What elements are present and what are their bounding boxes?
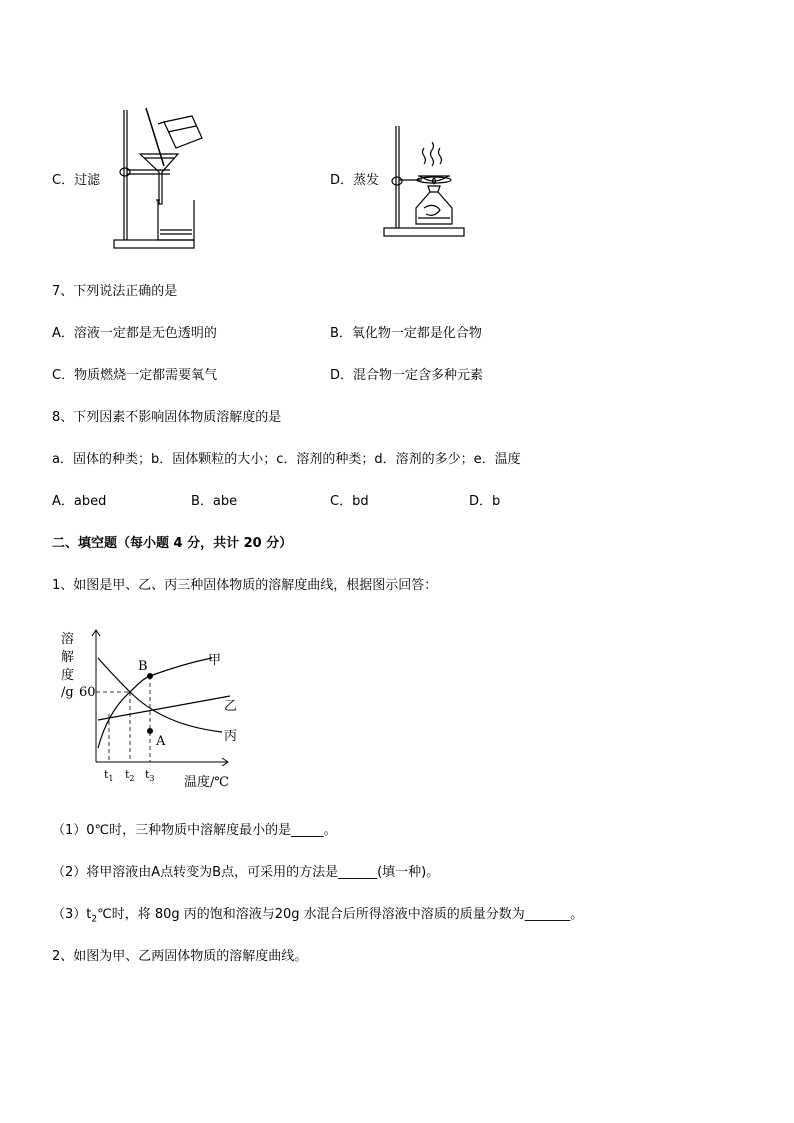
q8-option-a: A．abed	[52, 494, 107, 509]
fq1-sub3: $(3)t_2℃$时，将 80g 丙的饱和溶液与20g 水混合后所得溶液中溶质的质量分数为_______。	[52, 907, 584, 925]
q8-option-c: C．bd	[330, 494, 369, 509]
q7-option-d: D．混合物一定含多种元素	[330, 368, 484, 383]
fq1-stem: 1、如图是甲、乙、丙三种固体物质的溶解度曲线，根据图示回答：	[52, 578, 438, 593]
y-label-3: 度	[61, 668, 75, 683]
section-heading: 二、填空题（每小题 4 分，共计 20 分）	[52, 536, 293, 551]
series-yi-label: 乙	[224, 699, 238, 714]
series-bing-label: 丙	[224, 729, 238, 744]
q8-stem: 8、下列因素不影响固体物质溶解度的是	[52, 410, 282, 425]
q7-option-a: A．溶液一定都是无色透明的	[52, 326, 217, 341]
x-axis-label: 温度/℃	[184, 775, 229, 790]
q6-option-d: D．蒸发	[330, 173, 380, 188]
point-b	[147, 673, 153, 679]
q7-option-b: B．氧化物一定都是化合物	[330, 326, 482, 341]
q8-option-d: D．b	[469, 494, 501, 509]
x-tick-t3: $t_3$	[145, 768, 155, 783]
q8-option-b: B．abe	[191, 494, 238, 509]
q8-factors: a．固体的种类；b．固体颗粒的大小；c．溶剂的种类；d．溶剂的多少；e．温度	[52, 452, 521, 467]
x-tick-t1: $t_1$	[104, 768, 114, 783]
series-jia-label: 甲	[208, 653, 222, 668]
fq1-sub2: （2）将甲溶液由A点转变为B点，可采用的方法是______(填一种)。	[52, 865, 440, 880]
y-label-1: 溶	[61, 632, 75, 647]
y-label-4: /g	[61, 685, 74, 700]
series-bing-curve	[98, 658, 222, 732]
fq2-stem: 2、如图为甲、乙两固体物质的溶解度曲线。	[52, 949, 308, 964]
x-tick-t2: $t_2$	[125, 768, 135, 783]
q6-option-c: C．过滤	[52, 173, 101, 188]
fq1-sub1: （1）0℃时，三种物质中溶解度最小的是_____。	[52, 823, 337, 838]
point-b-label: B	[138, 659, 148, 674]
point-a	[147, 728, 153, 734]
evaporation-apparatus-figure	[382, 124, 466, 238]
point-a-label: A	[156, 734, 166, 749]
y-label-2: 解	[61, 650, 75, 665]
filtration-apparatus-figure	[110, 108, 210, 250]
q7-option-c: C．物质燃烧一定都需要氧气	[52, 368, 218, 383]
y-tick-60: 60	[79, 685, 96, 700]
solubility-chart	[52, 630, 252, 795]
series-jia-curve	[98, 658, 212, 748]
q7-stem: 7、下列说法正确的是	[52, 284, 178, 299]
